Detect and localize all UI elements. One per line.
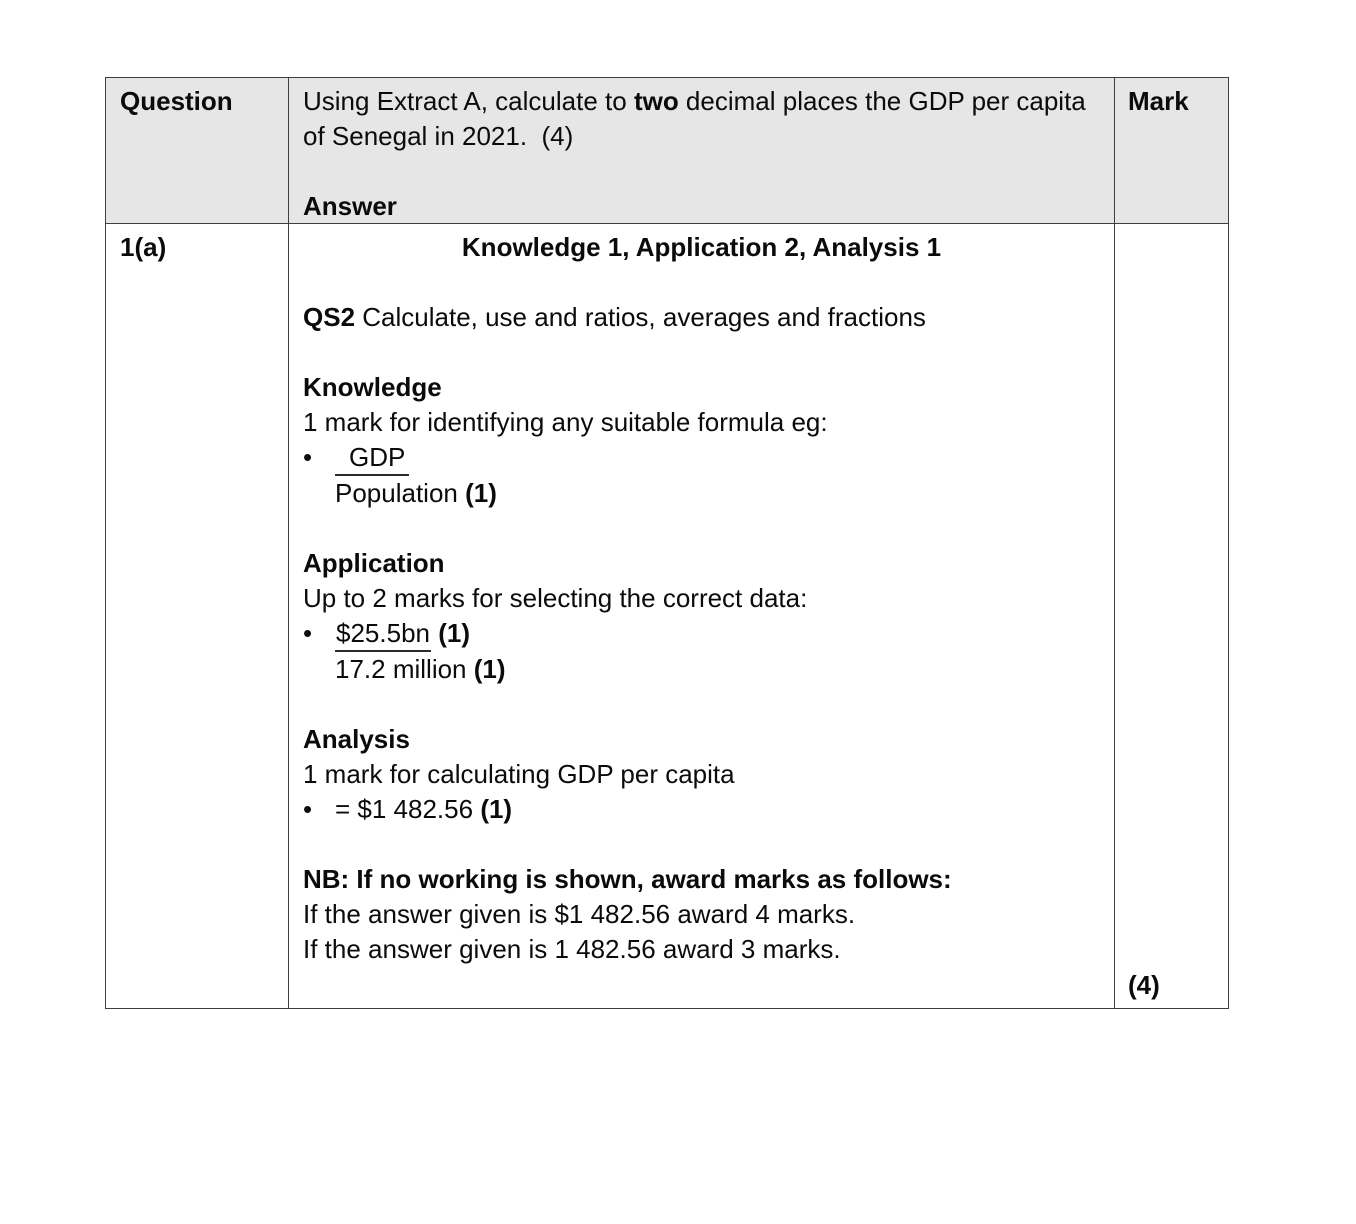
knowledge-fraction-numerator-line <box>335 440 497 476</box>
question-header-cell <box>106 78 289 224</box>
marks-breakdown-heading: Knowledge 1, Application 2, Analysis 1 <box>461 232 942 262</box>
application-section <box>303 546 1100 687</box>
knowledge-fraction-denominator-line <box>335 476 497 511</box>
question-text-line1-suffix: decimal places the GDP per capita <box>678 86 1086 116</box>
bullet-icon: • <box>303 618 313 648</box>
nb-section <box>303 862 1100 967</box>
analysis-bullet-text: = $1 482.56 <box>335 794 474 824</box>
mark-header-label: Mark <box>1128 86 1189 116</box>
bullet-icon: • <box>303 794 313 824</box>
mark-header-cell <box>1115 78 1228 224</box>
knowledge-fraction-numerator: GDP <box>335 441 409 476</box>
question-text-line1 <box>303 84 1100 119</box>
bullet-icon: • <box>303 442 313 472</box>
question-header-label: Question <box>120 86 233 116</box>
question-text-line2: of Senegal in 2021. (4) <box>303 121 574 151</box>
analysis-intro: 1 mark for calculating GDP per capita <box>303 759 735 789</box>
analysis-mark: (1) <box>480 794 513 824</box>
knowledge-fraction-denominator: Population <box>335 478 458 508</box>
application-fraction-numerator-line <box>335 616 506 652</box>
nb-title: NB: If no working is shown, award marks as follows: <box>303 864 952 894</box>
question-number: 1(a) <box>120 232 167 262</box>
application-fraction-numerator: $25.5bn <box>335 617 431 652</box>
question-text-line1-prefix: Using Extract A, calculate to <box>303 86 634 116</box>
answer-label: Answer <box>303 191 397 221</box>
application-numerator-mark: (1) <box>438 618 470 648</box>
nb-line: If the answer given is $1 482.56 award 4 marks. <box>303 899 856 929</box>
qs-text: Calculate, use and ratios, averages and fractions <box>355 302 926 332</box>
knowledge-intro: 1 mark for identifying any suitable formula eg: <box>303 407 828 437</box>
knowledge-section <box>303 370 1100 511</box>
knowledge-bullet <box>303 440 1100 511</box>
knowledge-fraction <box>335 440 497 511</box>
qs-label: QS2 <box>303 302 356 332</box>
application-fraction-denominator: 17.2 million <box>335 654 467 684</box>
application-fraction-denominator-line <box>335 652 506 687</box>
analysis-bullet <box>303 792 1100 827</box>
analysis-section <box>303 722 1100 827</box>
question-number-cell <box>106 224 289 1008</box>
analysis-title: Analysis <box>303 724 410 754</box>
nb-line: If the answer given is 1 482.56 award 3 marks. <box>303 934 841 964</box>
knowledge-mark: (1) <box>465 478 497 508</box>
application-bullet <box>303 616 1100 687</box>
total-mark: (4) <box>1128 970 1160 1000</box>
application-fraction <box>335 616 506 687</box>
analysis-bullet-line <box>335 792 512 827</box>
mark-value-cell <box>1115 224 1228 1008</box>
mark-scheme-table <box>105 77 1229 1009</box>
question-text-cell <box>289 78 1115 224</box>
knowledge-title: Knowledge <box>303 372 442 402</box>
question-text-line1-bold: two <box>633 86 679 116</box>
answer-cell <box>289 224 1115 1008</box>
application-intro: Up to 2 marks for selecting the correct data: <box>303 583 808 613</box>
application-denominator-mark: (1) <box>473 654 506 684</box>
qs-line <box>303 300 1100 335</box>
application-title: Application <box>303 548 445 578</box>
